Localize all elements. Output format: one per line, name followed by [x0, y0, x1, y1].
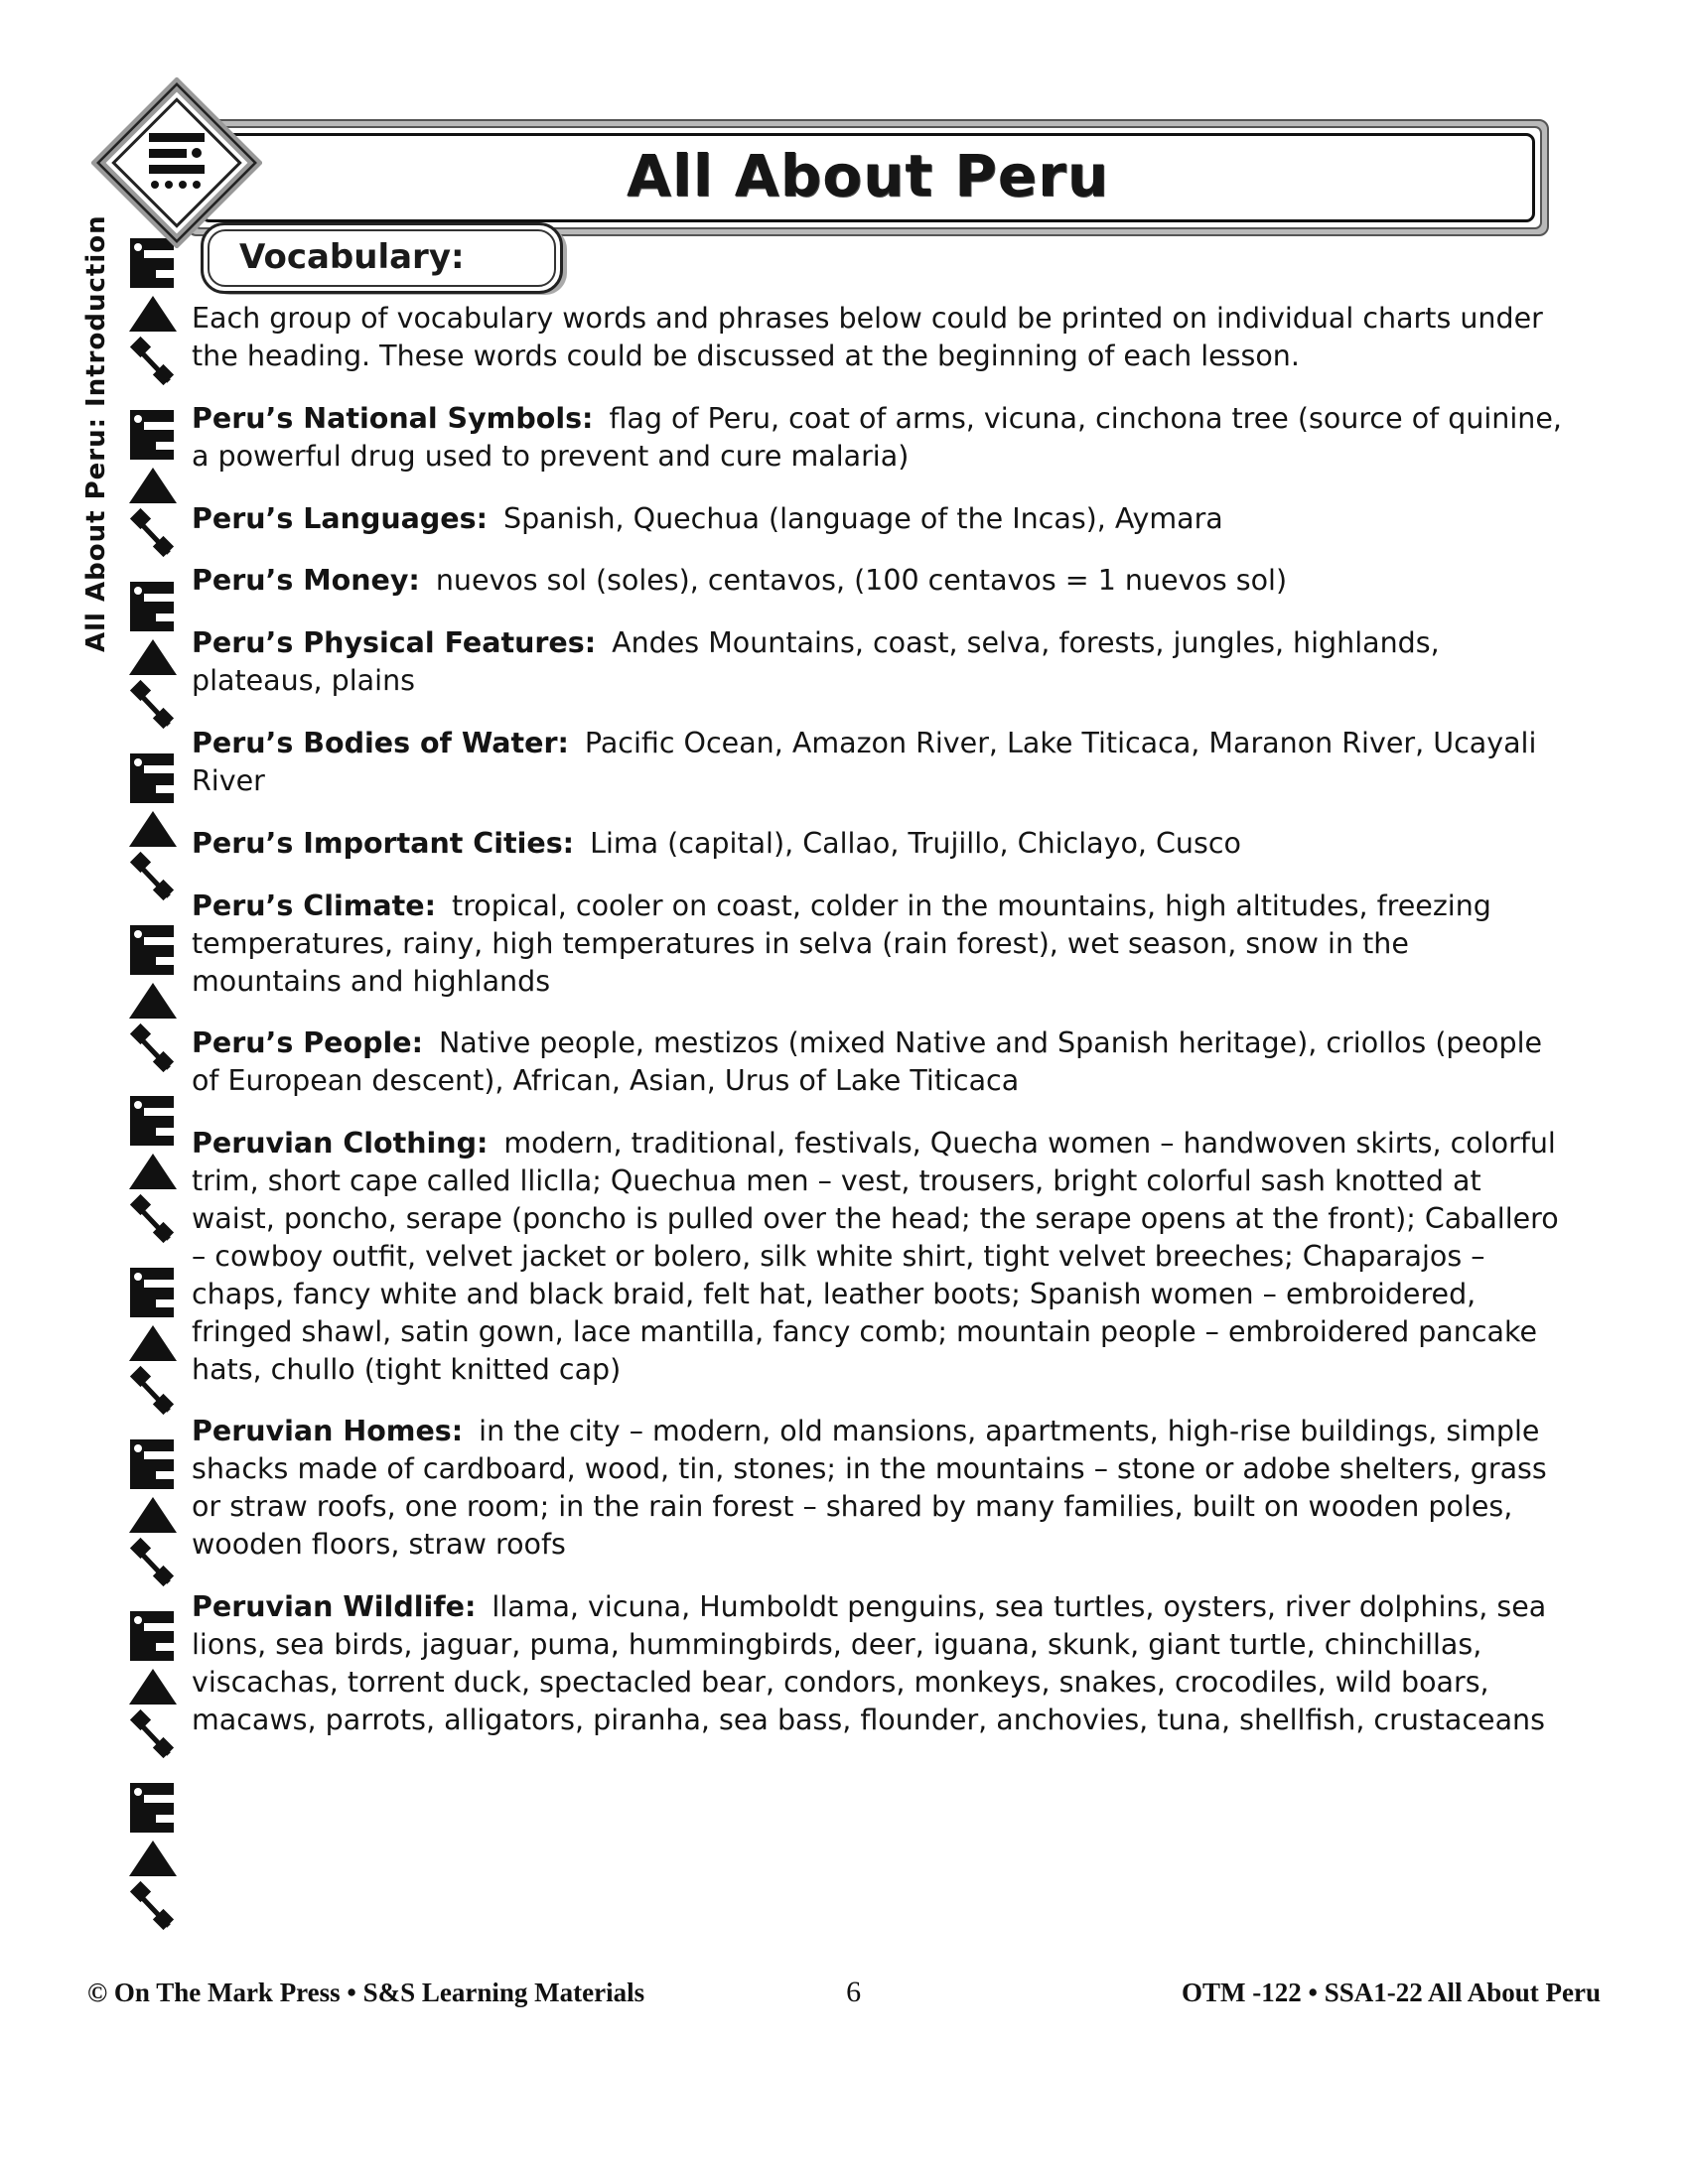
tribal-motif-icon: [125, 1264, 179, 1433]
vocab-term: Peruvian Clothing:: [192, 1127, 489, 1160]
sidebar-vertical-label: All About Peru: Introduction: [81, 214, 111, 653]
vocab-term: Peru’s Bodies of Water:: [192, 727, 569, 760]
vocab-definition: nuevos sol (soles), centavos, (100 centavos = 1 nuevos sol): [435, 564, 1288, 598]
tribal-border-strip: [125, 234, 183, 1948]
footer-page-number: 6: [846, 1976, 862, 2008]
page-title: All About Peru: [626, 142, 1110, 209]
vocab-term: Peruvian Homes:: [192, 1415, 464, 1448]
vocab-definition: tropical, cooler on coast, colder in the mountains, high altitudes, freezing temperatures, rainy, high temperatures in selva (rain forest), wet season, snow in the mountains and highlands: [192, 888, 1491, 998]
title-banner-outer-frame: [187, 119, 1549, 236]
vocab-definition: in the city – modern, old mansions, apartments, high-rise buildings, simple shacks made of cardboard, wood, tin, stones; in the mountains – stone or adobe shelters, grass or straw roofs, one room; in the rain forest – shared by many families, built on wooden poles, wooden floors, straw roofs: [192, 1415, 1547, 1562]
vocabulary-heading-label: Vocabulary:: [208, 229, 556, 287]
vocab-entry-national-symbols: [192, 400, 1564, 476]
vocab-term: Peru’s Climate:: [192, 888, 437, 922]
tribal-motif-icon: [125, 578, 179, 747]
vocab-definition: Andes Mountains, coast, selva, forests, jungles, highlands, plateaus, plains: [192, 626, 1440, 698]
title-banner-mid-frame: [194, 126, 1542, 229]
page-footer: [87, 1976, 1601, 2009]
title-banner-inner-frame: [201, 133, 1535, 222]
tribal-motif-icon: [125, 234, 179, 403]
vocab-entry-climate: [192, 887, 1564, 1001]
inca-diamond-logo-icon: [91, 77, 262, 248]
vocab-term: Peru’s Languages:: [192, 501, 488, 535]
footer-publisher: © On The Mark Press • S&S Learning Materials: [87, 1978, 645, 2007]
vocab-definition: Lima (capital), Callao, Trujillo, Chiclayo, Cusco: [590, 826, 1241, 860]
vocab-entry-wildlife: [192, 1588, 1564, 1739]
tribal-motif-icon: [125, 1607, 179, 1776]
vocab-definition: Pacific Ocean, Amazon River, Lake Titicaca, Maranon River, Ucayali River: [192, 727, 1537, 798]
tribal-motif-icon: [125, 1435, 179, 1604]
vocab-entry-people: [192, 1024, 1564, 1100]
vocab-definition: Spanish, Quechua (language of the Incas), Aymara: [502, 501, 1223, 535]
vocab-definition: llama, vicuna, Humboldt penguins, sea turtles, oysters, river dolphins, sea lions, sea birds, jaguar, puma, hummingbirds, deer, iguana, skunk, giant turtle, chinchillas, viscachas, torrent duck, spectacled bear, condors, monkeys, snakes, crocodiles, wild boars, macaws, parrots, alligators, piranha, sea bass, flounder, anchovies, tuna, shellfish, crustaceans: [192, 1590, 1547, 1736]
tribal-motif-icon: [125, 1779, 179, 1948]
vocab-entry-languages: [192, 500, 1564, 538]
vocab-definition: Native people, mestizos (mixed Native and Spanish heritage), criollos (people of European descent), African, Asian, Urus of Lake Titicaca: [192, 1026, 1543, 1098]
vocab-term: Peru’s People:: [192, 1026, 423, 1060]
vocab-term: Peru’s National Symbols:: [192, 401, 594, 435]
vocabulary-content: [192, 300, 1564, 1764]
vocab-definition: modern, traditional, festivals, Quecha women – handwoven skirts, colorful trim, short cape called lliclla; Quechua men – vest, trousers, bright colorful sash knotted at waist, poncho, serape (poncho is pulled over the head; the serape opens at the front); Caballero – cowboy outfit, velvet jacket or bolero, silk white shirt, tight velvet breeches; Chaparajos – chaps, fancy white and black braid, felt hat, leather boots; Spanish women – embroidered, fringed shawl, satin gown, lace mantilla, fancy comb; mountain people – embroidered pancake hats, chullo (tight knitted cap): [192, 1127, 1559, 1386]
tribal-motif-icon: [125, 921, 179, 1090]
footer-product-code: OTM -122 • SSA1-22 All About Peru: [1182, 1978, 1601, 2007]
vocab-entry-physical-features: [192, 624, 1564, 700]
tribal-motif-icon: [125, 750, 179, 918]
vocab-term: Peruvian Wildlife:: [192, 1590, 477, 1624]
tribal-motif-icon: [125, 406, 179, 575]
intro-paragraph: Each group of vocabulary words and phrases below could be printed on individual charts under the heading. These words could be discussed at the beginning of each lesson.: [192, 302, 1543, 372]
vocab-term: Peru’s Physical Features:: [192, 626, 597, 660]
vocab-entry-important-cities: [192, 825, 1564, 863]
vocab-term: Peru’s Money:: [192, 564, 420, 598]
vocab-entry-homes: [192, 1413, 1564, 1564]
inca-diamond-logo: [91, 77, 262, 248]
vocab-entry-clothing: [192, 1125, 1564, 1388]
vocab-entry-money: [192, 562, 1564, 600]
vocab-entry-bodies-of-water: [192, 725, 1564, 800]
tribal-motif-icon: [125, 1092, 179, 1261]
title-banner: [187, 119, 1549, 236]
vocab-term: Peru’s Important Cities:: [192, 826, 575, 860]
vocab-definition: flag of Peru, coat of arms, vicuna, cinchona tree (source of quinine, a powerful drug used to prevent and cure malaria): [192, 401, 1562, 473]
